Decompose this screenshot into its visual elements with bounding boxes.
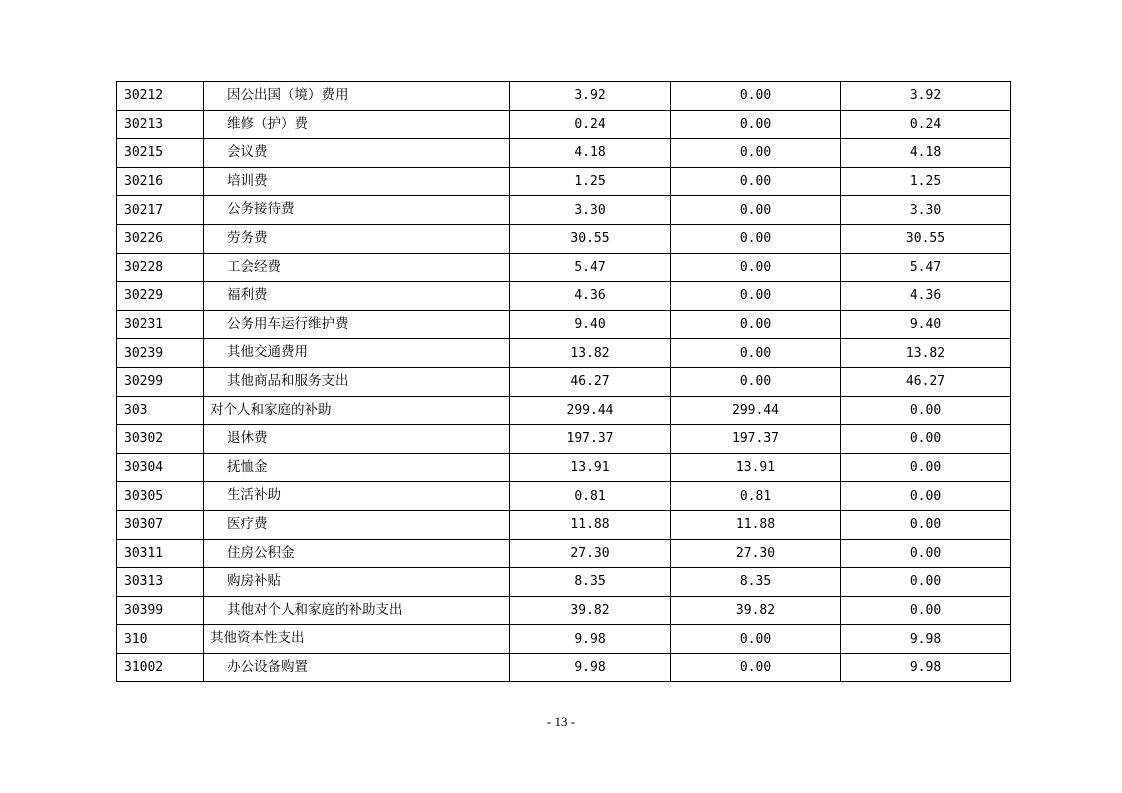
account-name-label: 退休费 (227, 430, 268, 447)
account-name-cell (204, 224, 510, 253)
project-expenditure-cell: 0.00 (841, 568, 1011, 597)
total-amount-cell: 30.55 (510, 224, 671, 253)
total-amount-cell: 13.82 (510, 339, 671, 368)
project-expenditure-cell: 0.00 (841, 482, 1011, 511)
total-amount-cell: 0.81 (510, 482, 671, 511)
basic-expenditure-cell: 13.91 (671, 453, 841, 482)
account-name-label: 住房公积金 (227, 544, 295, 561)
account-name-label: 培训费 (227, 172, 268, 189)
table-row (117, 568, 1011, 597)
account-name-label: 公务接待费 (227, 201, 295, 218)
table-row (117, 482, 1011, 511)
account-name-label: 生活补助 (227, 487, 281, 504)
basic-expenditure-cell: 11.88 (671, 510, 841, 539)
account-name-cell (204, 653, 510, 682)
account-code-cell: 30399 (117, 596, 204, 625)
total-amount-cell: 1.25 (510, 167, 671, 196)
basic-expenditure-cell: 0.00 (671, 253, 841, 282)
account-name-label: 医疗费 (227, 515, 268, 532)
table-row (117, 539, 1011, 568)
table-row (117, 139, 1011, 168)
basic-expenditure-cell: 0.00 (671, 110, 841, 139)
account-code-cell: 30239 (117, 339, 204, 368)
basic-expenditure-cell: 0.00 (671, 282, 841, 311)
basic-expenditure-cell: 197.37 (671, 425, 841, 454)
account-code-cell: 30299 (117, 367, 204, 396)
account-name-label: 其他商品和服务支出 (227, 372, 349, 389)
account-name-cell (204, 196, 510, 225)
project-expenditure-cell: 0.00 (841, 453, 1011, 482)
basic-expenditure-cell: 0.00 (671, 139, 841, 168)
basic-expenditure-cell: 0.00 (671, 82, 841, 111)
table-row (117, 310, 1011, 339)
account-name-label: 其他交通费用 (227, 344, 308, 361)
project-expenditure-cell: 0.00 (841, 539, 1011, 568)
project-expenditure-cell: 4.36 (841, 282, 1011, 311)
table-row (117, 196, 1011, 225)
table-row (117, 510, 1011, 539)
table-row (117, 653, 1011, 682)
total-amount-cell: 13.91 (510, 453, 671, 482)
account-name-cell (204, 339, 510, 368)
project-expenditure-cell: 9.98 (841, 653, 1011, 682)
basic-expenditure-cell: 0.00 (671, 625, 841, 654)
project-expenditure-cell: 0.00 (841, 596, 1011, 625)
basic-expenditure-cell: 0.00 (671, 310, 841, 339)
account-name-label: 福利费 (227, 287, 268, 304)
account-name-cell (204, 82, 510, 111)
table-row (117, 596, 1011, 625)
account-name-label: 办公设备购置 (227, 658, 308, 675)
account-code-cell: 30215 (117, 139, 204, 168)
account-name-cell (204, 510, 510, 539)
project-expenditure-cell: 9.98 (841, 625, 1011, 654)
total-amount-cell: 4.18 (510, 139, 671, 168)
account-code-cell: 30216 (117, 167, 204, 196)
account-code-cell: 30217 (117, 196, 204, 225)
expenditure-table (116, 81, 1011, 682)
total-amount-cell: 11.88 (510, 510, 671, 539)
account-name-cell (204, 110, 510, 139)
table-row (117, 253, 1011, 282)
account-code-cell: 30229 (117, 282, 204, 311)
total-amount-cell: 9.98 (510, 625, 671, 654)
table-row (117, 339, 1011, 368)
account-name-label: 会议费 (227, 144, 268, 161)
basic-expenditure-cell: 39.82 (671, 596, 841, 625)
basic-expenditure-cell: 0.00 (671, 224, 841, 253)
total-amount-cell: 5.47 (510, 253, 671, 282)
project-expenditure-cell: 46.27 (841, 367, 1011, 396)
account-name-cell (204, 625, 510, 654)
account-name-label: 其他对个人和家庭的补助支出 (227, 601, 403, 618)
basic-expenditure-cell: 0.00 (671, 167, 841, 196)
account-name-label: 维修（护）费 (227, 115, 308, 132)
account-code-cell: 30304 (117, 453, 204, 482)
account-code-cell: 30228 (117, 253, 204, 282)
account-name-label: 对个人和家庭的补助 (210, 401, 332, 418)
account-code-cell: 30302 (117, 425, 204, 454)
page-number: - 13 - (546, 714, 576, 729)
project-expenditure-cell: 4.18 (841, 139, 1011, 168)
account-name-cell (204, 453, 510, 482)
account-code-cell: 31002 (117, 653, 204, 682)
total-amount-cell: 3.30 (510, 196, 671, 225)
account-name-cell (204, 482, 510, 511)
basic-expenditure-cell: 27.30 (671, 539, 841, 568)
table-row (117, 167, 1011, 196)
table-row (117, 625, 1011, 654)
basic-expenditure-cell: 0.00 (671, 367, 841, 396)
basic-expenditure-cell: 8.35 (671, 568, 841, 597)
table-row (117, 367, 1011, 396)
account-name-cell (204, 367, 510, 396)
project-expenditure-cell: 0.00 (841, 425, 1011, 454)
account-code-cell: 30212 (117, 82, 204, 111)
total-amount-cell: 0.24 (510, 110, 671, 139)
total-amount-cell: 8.35 (510, 568, 671, 597)
account-name-label: 购房补贴 (227, 573, 281, 590)
table-body (117, 82, 1011, 682)
project-expenditure-cell: 0.24 (841, 110, 1011, 139)
table-row (117, 110, 1011, 139)
basic-expenditure-cell: 0.81 (671, 482, 841, 511)
table-row (117, 82, 1011, 111)
account-code-cell: 30311 (117, 539, 204, 568)
total-amount-cell: 27.30 (510, 539, 671, 568)
account-code-cell: 30307 (117, 510, 204, 539)
project-expenditure-cell: 0.00 (841, 396, 1011, 425)
total-amount-cell: 4.36 (510, 282, 671, 311)
account-name-cell (204, 282, 510, 311)
total-amount-cell: 299.44 (510, 396, 671, 425)
account-name-cell (204, 167, 510, 196)
table-row (117, 282, 1011, 311)
total-amount-cell: 9.40 (510, 310, 671, 339)
project-expenditure-cell: 30.55 (841, 224, 1011, 253)
account-name-cell (204, 310, 510, 339)
table-row (117, 453, 1011, 482)
account-name-label: 公务用车运行维护费 (227, 315, 349, 332)
account-code-cell: 30226 (117, 224, 204, 253)
basic-expenditure-cell: 0.00 (671, 339, 841, 368)
basic-expenditure-cell: 0.00 (671, 196, 841, 225)
account-name-cell (204, 539, 510, 568)
total-amount-cell: 46.27 (510, 367, 671, 396)
basic-expenditure-cell: 0.00 (671, 653, 841, 682)
account-name-label: 工会经费 (227, 258, 281, 275)
project-expenditure-cell: 1.25 (841, 167, 1011, 196)
account-code-cell: 30213 (117, 110, 204, 139)
account-name-cell (204, 425, 510, 454)
account-code-cell: 310 (117, 625, 204, 654)
project-expenditure-cell: 3.30 (841, 196, 1011, 225)
account-code-cell: 30305 (117, 482, 204, 511)
account-name-cell (204, 139, 510, 168)
total-amount-cell: 197.37 (510, 425, 671, 454)
account-name-label: 因公出国（境）费用 (227, 87, 349, 104)
table-row (117, 425, 1011, 454)
account-name-label: 其他资本性支出 (210, 630, 305, 647)
project-expenditure-cell: 0.00 (841, 510, 1011, 539)
table-row (117, 396, 1011, 425)
total-amount-cell: 39.82 (510, 596, 671, 625)
account-name-cell (204, 596, 510, 625)
account-code-cell: 30231 (117, 310, 204, 339)
project-expenditure-cell: 9.40 (841, 310, 1011, 339)
project-expenditure-cell: 5.47 (841, 253, 1011, 282)
total-amount-cell: 9.98 (510, 653, 671, 682)
account-name-cell (204, 568, 510, 597)
account-code-cell: 303 (117, 396, 204, 425)
basic-expenditure-cell: 299.44 (671, 396, 841, 425)
account-name-label: 抚恤金 (227, 458, 268, 475)
account-name-cell (204, 253, 510, 282)
account-name-label: 劳务费 (227, 230, 268, 247)
project-expenditure-cell: 13.82 (841, 339, 1011, 368)
account-code-cell: 30313 (117, 568, 204, 597)
total-amount-cell: 3.92 (510, 82, 671, 111)
account-name-cell (204, 396, 510, 425)
project-expenditure-cell: 3.92 (841, 82, 1011, 111)
table-row (117, 224, 1011, 253)
